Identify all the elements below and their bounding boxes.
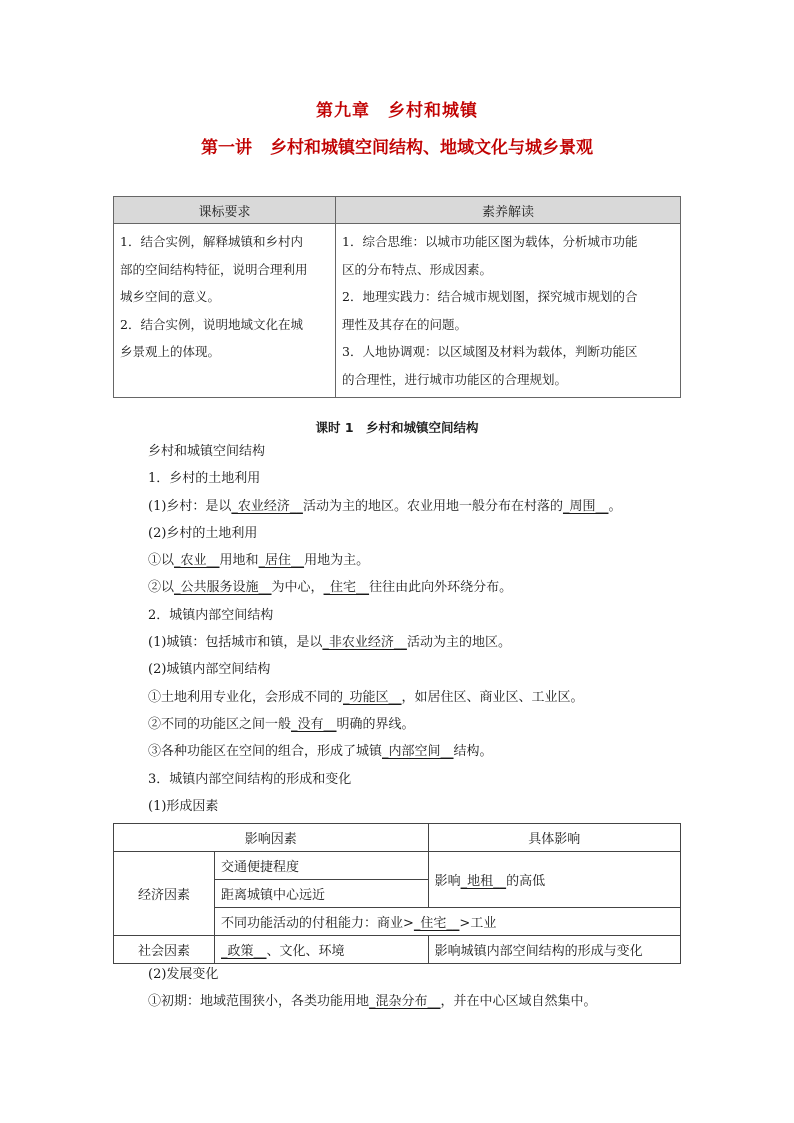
rent-impact (428, 852, 680, 908)
content-line (148, 738, 708, 765)
content-line: (2)发展变化 (148, 967, 219, 982)
literacy-line: 的合理性，进行城市功能区的合理规划。 (342, 371, 568, 387)
text: 活动为主的地区。 (406, 635, 511, 651)
standards-line: 1．结合实例，解释城镇和乡村内 (120, 234, 303, 249)
section-heading: 乡村和城镇空间结构 (148, 444, 266, 459)
social-factors (215, 936, 429, 964)
literacy-line: 1．综合思维：以城市功能区图为载体，分析城市功能 (342, 234, 638, 249)
subsection-heading: 3．城镇内部空间结构的形成和变化 (148, 771, 352, 787)
standards-table (113, 196, 681, 398)
content-body-2 (148, 961, 597, 1016)
header-standards: 课标要求 (114, 197, 336, 224)
answer-blank: _没有__ (291, 716, 337, 732)
text: ②不同的功能区之间一般 (148, 716, 292, 732)
social-impact: 影响城镇内部空间结构的形成与变化 (428, 936, 680, 964)
content-line (148, 547, 708, 574)
answer-blank: _功能区__ (343, 689, 402, 705)
distance-to-center: 距离城镇中心远近 (215, 880, 429, 908)
answer-blank: _公共服务设施__ (174, 580, 272, 596)
text: 为中心， (271, 580, 324, 596)
answer-blank: _地租__ (460, 874, 507, 889)
standards-cell (114, 224, 336, 398)
subsection-heading: 2．城镇内部空间结构 (148, 607, 274, 623)
chapter-number: 第九章 (316, 101, 370, 121)
literacy-line: 2．地理实践力：结合城市规划图，探究城市规划的合 (342, 289, 638, 304)
content-line: (2)乡村的土地利用 (148, 525, 258, 541)
economic-factors-label: 经济因素 (114, 852, 215, 936)
literacy-line: 3．人地协调观：以区域图及材料为载体，判断功能区 (342, 344, 638, 359)
text: 。 (608, 498, 622, 514)
text: ，并在中心区域自然集中。 (440, 994, 597, 1010)
answer-blank: _内部空间__ (382, 744, 454, 760)
bid-rent-ability (215, 908, 681, 936)
header-impact: 具体影响 (428, 824, 680, 852)
answer-blank: _政策__ (221, 944, 267, 959)
answer-blank: _农业经济__ (231, 498, 303, 514)
text: >工业 (459, 916, 497, 931)
content-body (148, 438, 708, 820)
text: 活动为主的地区。农业用地一般分布在村落的 (302, 498, 563, 514)
content-line (148, 711, 708, 738)
text: ，如居住区、商业区、工业区。 (401, 689, 584, 705)
header-factors: 影响因素 (114, 824, 429, 852)
content-line (148, 684, 708, 711)
text: 用地为主。 (304, 553, 370, 569)
literacy-cell (336, 224, 681, 398)
text: 往往由此向外环绕分布。 (369, 580, 513, 596)
content-line: (1)形成因素 (148, 798, 219, 814)
text: 结构。 (453, 744, 493, 760)
text: (1)城镇：包括城市和镇，是以 (148, 635, 323, 651)
text: 、文化、环境 (266, 944, 345, 959)
text: 用地和 (219, 553, 259, 569)
standards-line: 2．结合实例，说明地域文化在城 (120, 316, 303, 332)
text: 明确的界线。 (336, 716, 415, 732)
lecture-number: 第一讲 (201, 138, 252, 158)
answer-blank: _居住__ (258, 553, 305, 569)
literacy-line: 理性及其存在的问题。 (342, 316, 468, 332)
text: 的高低 (506, 874, 546, 889)
chapter-name: 乡村和城镇 (388, 101, 478, 121)
chapter-title (0, 96, 794, 121)
text: (1)乡村：是以 (148, 498, 232, 514)
standards-line: 城乡空间的意义。 (120, 289, 221, 304)
social-factors-label: 社会因素 (114, 936, 215, 964)
standards-line: 乡景观上的体现。 (120, 344, 221, 359)
answer-blank: _周围__ (562, 498, 609, 514)
answer-blank: _农业__ (174, 553, 220, 569)
text: 不同功能活动的付租能力：商业> (221, 916, 414, 931)
lecture-title (0, 133, 794, 158)
literacy-line: 区的分布特点、形成因素。 (342, 261, 493, 277)
content-line (148, 629, 708, 656)
text: ①初期：地域范围狭小，各类功能用地 (148, 994, 370, 1010)
content-line (148, 988, 597, 1015)
factor-table (113, 823, 681, 964)
answer-blank: _住宅__ (323, 580, 370, 596)
text: 影响 (434, 874, 461, 889)
content-line (148, 574, 708, 601)
answer-blank: _非农业经济__ (322, 635, 407, 651)
answer-blank: _住宅__ (413, 916, 460, 931)
subsection-heading: 1．乡村的土地利用 (148, 471, 261, 487)
text: ②以 (148, 580, 175, 596)
answer-blank: _混杂分布__ (369, 994, 441, 1010)
standards-line: 部的空间结构特征，说明合理利用 (120, 261, 308, 277)
transport-convenience: 交通便捷程度 (215, 852, 429, 880)
content-line: (2)城镇内部空间结构 (148, 662, 271, 678)
lesson-title: 课时 1 乡村和城镇空间结构 (315, 420, 479, 435)
text: ①土地利用专业化，会形成不同的 (148, 689, 344, 705)
lecture-name: 乡村和城镇空间结构、地域文化与城乡景观 (270, 138, 593, 158)
content-line (148, 493, 708, 520)
text: ①以 (148, 553, 175, 569)
text: ③各种功能区在空间的组合，形成了城镇 (148, 744, 383, 760)
header-literacy: 素养解读 (336, 197, 681, 224)
